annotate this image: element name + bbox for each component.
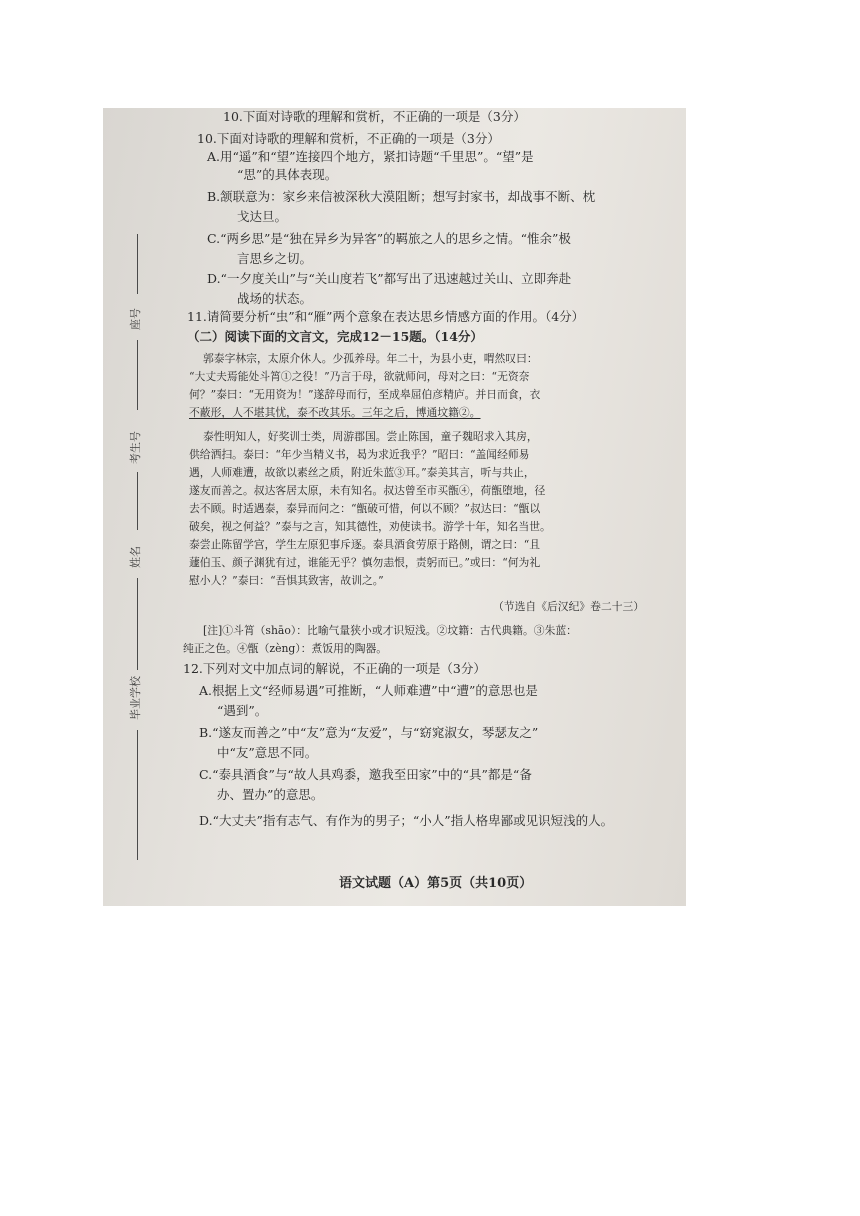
passage-line: 郭泰字林宗，太原介休人。少孤养母。年二十，为县小吏，喟然叹曰： [203,352,538,365]
binding-line [137,234,138,294]
seat-label: 座号 [129,308,142,330]
option-c: C.“两乡思”是“独在异乡为异客”的羁旅之人的思乡之情。“惟余”极 [207,231,571,246]
option-c: C.“泰具酒食”与“故人具鸡黍，邀我至田家”中的“具”都是“备 [199,767,532,782]
option-b-cont: 戈达旦。 [237,209,288,224]
passage-line: 遂友而善之。叔达客居太原，未有知名。叔达曾至市买甑④，荷甑堕地，径 [189,484,546,497]
passage-line: 泰性明知人，好奖训士类，周游郡国。尝止陈国，童子魏昭求入其房， [203,430,538,443]
name-label: 姓名 [129,546,142,568]
passage-line: 何？”泰曰：“无用资为！”遂辞母而行，至成皋屈伯彦精庐。并日而食，衣 [189,388,541,401]
exam-page-photo [103,108,686,906]
option-b: B.颔联意为：家乡来信被深秋大漠阻断；想写封家书，却战事不断、枕 [207,189,596,204]
option-a-cont: “思”的具体表现。 [237,167,338,182]
option-d: D.“一夕度关山”与“关山度若飞”都写出了迅速越过关山、立即奔赴 [207,271,572,286]
option-c-cont: 言思乡之切。 [237,251,313,266]
passage-line: 遇，人师难遭，故欲以素丝之质，附近朱蓝③耳。”泰美其言，听与共止， [189,466,535,479]
passage-line: 破矣，视之何益？”泰与之言，知其德性，劝使读书。游学十年，知名当世。 [189,520,551,533]
question-10-stem: 10.下面对诗歌的理解和赏析，不正确的一项是（3分） [197,131,500,146]
binding-line [137,578,138,670]
option-b: B.“遂友而善之”中“友”意为“友爱”，与“窈窕淑女，琴瑟友之” [199,725,539,740]
passage-line: 供给洒扫。泰曰：“年少当精义书，曷为求近我乎？”昭曰：“盖闻经师易 [189,448,530,461]
footnote-line: 纯正之色。④甑（zèng）：煮饭用的陶器。 [183,642,388,655]
passage-line: “大丈夫焉能处斗筲①之役！”乃言于母，欲就师问，母对之曰：“无资奈 [189,370,530,383]
option-b-cont: 中“友”意思不同。 [217,745,318,760]
option-a: A.用“遥”和“望”连接四个地方，紧扣诗题“千里思”。“望”是 [207,149,534,164]
question-12: 12.下列对文中加点词的解说，不正确的一项是（3分） [183,661,486,676]
binding-line [137,472,138,530]
passage-line-underlined: 不蔽形，人不堪其忧，泰不改其乐。三年之后，博通坟籍②。 [189,406,481,419]
option-a: A.根据上文“经师易遇”可推断，“人师难遭”中“遭”的意思也是 [199,683,538,698]
source-citation: （节选自《后汉纪》卷二十三） [493,600,645,613]
passage-line: 泰尝止陈留学宫，学生左原犯事斥逐。泰具酒食劳原于路侧，谓之曰：“且 [189,538,541,551]
footnote-line: [注]①斗筲（shāo）：比喻气量狭小或才识短浅。②坟籍：古代典籍。③朱蓝： [203,624,577,637]
section-heading: （二）阅读下面的文言文，完成12－15题。（14分） [187,329,483,344]
school-label: 毕业学校 [129,676,142,720]
page-footer: 语文试题（A）第5页（共10页） [339,876,533,891]
question-11: 11.请简要分析“虫”和“雁”两个意象在表达思乡情感方面的作用。（4分） [187,309,585,324]
option-c-cont: 办、置办”的意思。 [217,787,324,802]
binding-line [137,730,138,860]
option-d: D.“大丈夫”指有志气、有作为的男子；“小人”指人格卑鄙或见识短浅的人。 [199,813,614,828]
binding-line [137,340,138,410]
passage-line: 慰小人？”泰曰：“吾惧其致害，故训之。” [189,574,384,587]
binding-margin [103,108,143,906]
option-a-cont: “遇到”。 [217,703,268,718]
exam-number-label: 考生号 [129,431,142,464]
question-10-tail: 10.下面对诗歌的理解和赏析，不正确的一项是（3分） [223,109,526,124]
option-d-cont: 战场的状态。 [237,291,313,306]
passage-line: 去不顾。时适遇泰，泰异而问之：“甑破可惜，何以不顾？”叔达曰：“甑以 [189,502,541,515]
passage-line: 蘧伯玉、颜子渊犹有过，谁能无乎？慎勿恚恨，责躬而已。”或曰：“何为礼 [189,556,541,569]
